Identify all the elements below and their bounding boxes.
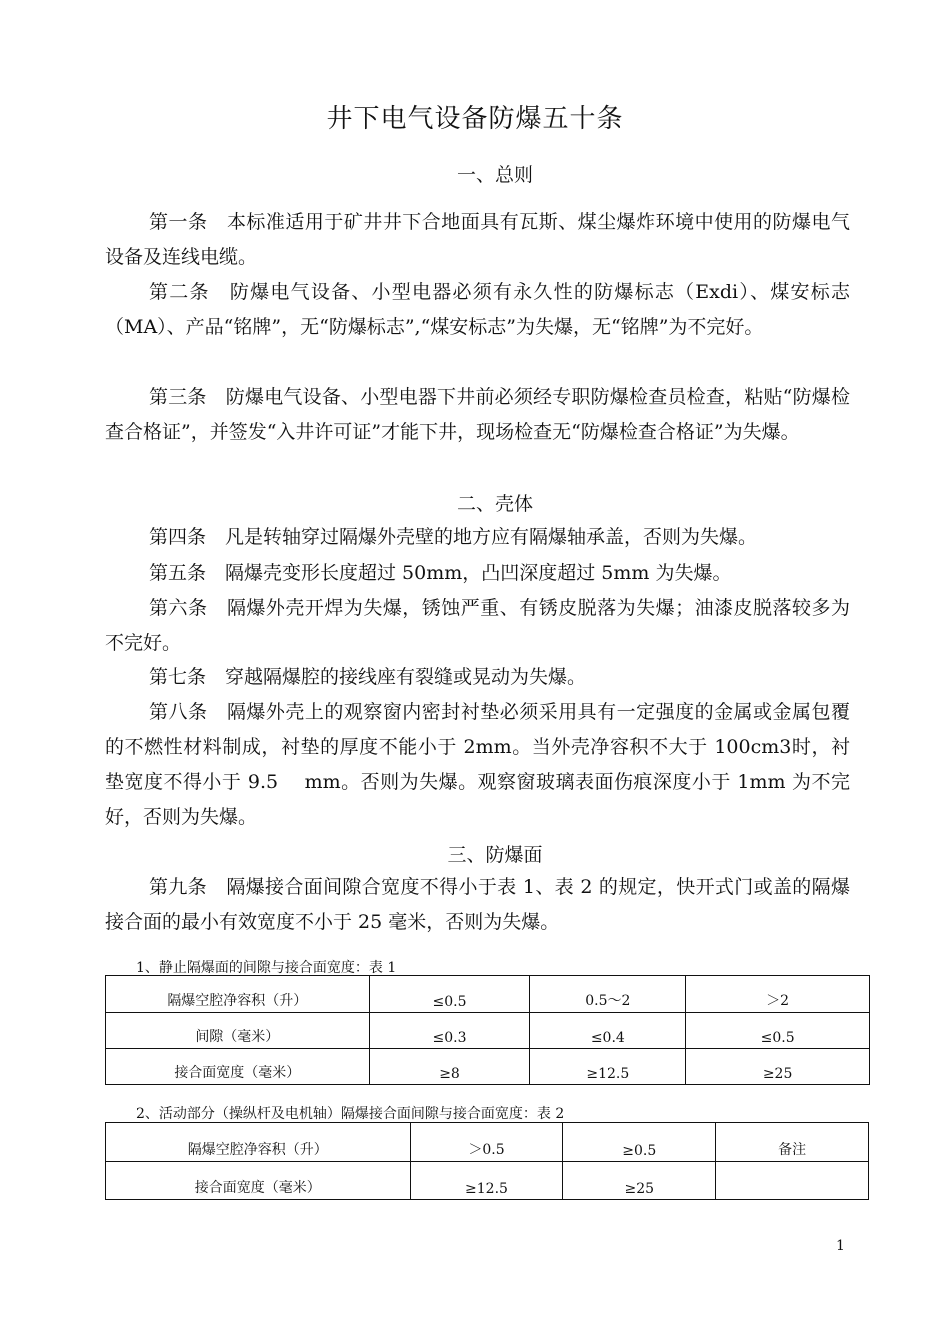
table-cell: 隔爆空腔净容积（升） (106, 1123, 411, 1162)
table-row (106, 1049, 870, 1085)
table-1 (105, 975, 870, 1085)
table-row (106, 1013, 870, 1049)
section-heading-general: 一、总则 (456, 164, 533, 186)
table-row (106, 976, 870, 1013)
table-cell: 隔爆空腔净容积（升） (106, 976, 370, 1013)
table-cell: ≤0.5 (369, 976, 530, 1013)
table-cell: ≥8 (369, 1049, 530, 1085)
table-cell: ≤0.5 (686, 1013, 870, 1049)
table-cell: 间隙（毫米） (106, 1013, 370, 1049)
article-5: 第五条 隔爆壳变形长度超过 50mm，凸凹深度超过 5mm 为失爆。 (149, 562, 732, 584)
article-8: 第八条 隔爆外壳上的观察窗内密封衬垫必须采用具有一定强度的金属或金属包覆的不燃性材料制成，衬垫的厚度不能小于 2mm。当外壳净容积不大于 100cm3时，衬垫宽度不得小于 9.5 mm。否则为失爆。观察窗玻璃表面伤痕深度小于 1mm 为不完好，否则为失爆。 (105, 701, 850, 828)
table-cell: 备注 (716, 1123, 869, 1162)
table-cell: 接合面宽度（毫米） (106, 1049, 370, 1085)
article-2: 第二条 防爆电气设备、小型电器必须有永久性的防爆标志（Exdi）、煤安标志（MA）、产品“铭牌”，无“防爆标志”,“煤安标志”为失爆，无“铭牌”为不完好。 (105, 281, 850, 338)
article-9: 第九条 隔爆接合面间隙合宽度不得小于表 1、表 2 的规定，快开式门或盖的隔爆接合面的最小有效宽度不小于 25 毫米，否则为失爆。 (105, 876, 850, 933)
section-heading-shell: 二、壳体 (456, 493, 533, 515)
article-1: 第一条 本标准适用于矿井井下合地面具有瓦斯、煤尘爆炸环境中使用的防爆电气设备及连线电缆。 (105, 211, 850, 268)
table-cell: ≥0.5 (563, 1123, 716, 1162)
table-1-caption: 1、静止隔爆面的间隙与接合面宽度：表 1 (136, 960, 397, 976)
table-cell: 接合面宽度（毫米） (106, 1162, 411, 1200)
table-cell: ≥12.5 (530, 1049, 686, 1085)
table-row (106, 1162, 869, 1200)
table-cell: ≥12.5 (410, 1162, 563, 1200)
document-title: 井下电气设备防爆五十条 (326, 104, 624, 134)
table-2-caption: 2、活动部分（操纵杆及电机轴）隔爆接合面间隙与接合面宽度：表 2 (136, 1106, 565, 1122)
section-heading-explosion-proof-face: 三、防爆面 (447, 844, 543, 866)
table-cell: ≤0.3 (369, 1013, 530, 1049)
table-cell (716, 1162, 869, 1200)
table-cell: ≤0.4 (530, 1013, 686, 1049)
article-7: 第七条 穿越隔爆腔的接线座有裂缝或晃动为失爆。 (149, 666, 587, 688)
article-6: 第六条 隔爆外壳开焊为失爆，锈蚀严重、有锈皮脱落为失爆；油漆皮脱落较多为不完好。 (105, 597, 850, 654)
table-cell: ＞0.5 (410, 1123, 563, 1162)
article-4: 第四条 凡是转轴穿过隔爆外壳壁的地方应有隔爆轴承盖，否则为失爆。 (149, 526, 758, 548)
table-cell: ≥25 (686, 1049, 870, 1085)
table-row (106, 1123, 869, 1162)
table-2 (105, 1122, 869, 1200)
table-cell: ≥25 (563, 1162, 716, 1200)
table-cell: ＞2 (686, 976, 870, 1013)
article-3: 第三条 防爆电气设备、小型电器下井前必须经专职防爆检查员检查，粘贴“防爆检查合格证”，并签发“入井许可证”才能下井，现场检查无“防爆检查合格证”为失爆。 (105, 386, 850, 443)
table-cell: 0.5～2 (530, 976, 686, 1013)
page-number: 1 (836, 1238, 845, 1254)
